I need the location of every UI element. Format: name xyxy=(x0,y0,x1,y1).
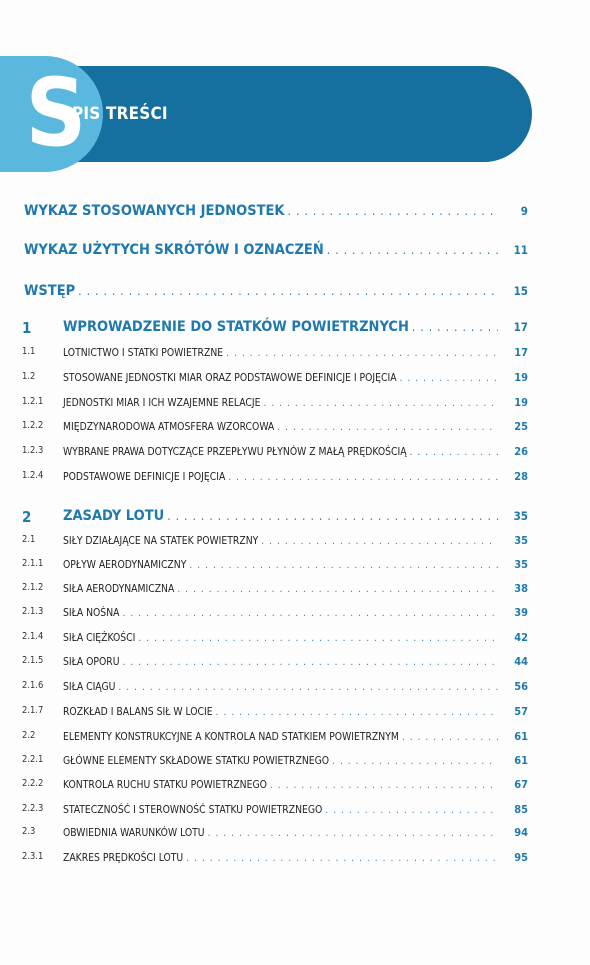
toc-entry-page: 19 xyxy=(514,396,528,409)
toc-entry-page: 11 xyxy=(513,243,528,257)
toc-entry-title: SIŁA CIĄGU xyxy=(63,681,116,693)
toc-entry[interactable] xyxy=(0,242,590,258)
toc-leader-dots xyxy=(226,348,498,359)
toc-entry[interactable] xyxy=(0,730,590,743)
toc-entry[interactable] xyxy=(0,420,590,433)
toc-entry-number: 2.2.2 xyxy=(22,778,44,789)
toc-entry-title: KONTROLA RUCHU STATKU POWIETRZNEGO xyxy=(63,779,267,791)
toc-entry-page: 94 xyxy=(514,826,528,839)
toc-entry[interactable] xyxy=(0,283,590,299)
toc-entry-title: SIŁA CIĘŻKOŚCI xyxy=(63,632,136,644)
toc-entry-number: 2.3 xyxy=(22,826,36,837)
toc-entry[interactable] xyxy=(0,470,590,483)
toc-entry[interactable] xyxy=(0,655,590,668)
toc-entry-page: 85 xyxy=(514,803,528,816)
toc-entry-number: 2.1 xyxy=(22,534,36,545)
toc-entry-page: 44 xyxy=(514,655,528,668)
toc-entry-page: 35 xyxy=(514,558,528,571)
toc-leader-dots xyxy=(189,560,498,571)
toc-leader-dots xyxy=(167,509,498,523)
toc-leader-dots xyxy=(325,805,498,816)
toc-entry-page: 42 xyxy=(514,631,528,644)
toc-leader-dots xyxy=(78,284,498,298)
toc-entry-number: 2.2 xyxy=(22,730,36,741)
toc-leader-dots xyxy=(288,204,498,218)
toc-entry-title: WPROWADZENIE DO STATKÓW POWIETRZNYCH xyxy=(63,319,409,335)
toc-leader-dots xyxy=(277,422,498,433)
toc-entry-title: LOTNICTWO I STATKI POWIETRZNE xyxy=(63,347,224,359)
page-title: PIS TREŚCI xyxy=(72,104,168,124)
toc-entry-number: 1.2.2 xyxy=(22,420,44,431)
toc-entry-title: WYBRANE PRAWA DOTYCZĄCE PRZEPŁYWU PŁYNÓW Z MAŁĄ PRĘDKOŚCIĄ xyxy=(63,446,407,458)
toc-entry-page: 19 xyxy=(514,371,528,384)
toc-leader-dots xyxy=(327,243,498,257)
toc-leader-dots xyxy=(122,657,498,668)
toc-entry-page: 35 xyxy=(514,534,528,547)
toc-leader-dots xyxy=(270,780,498,791)
toc-entry-page: 38 xyxy=(514,582,528,595)
toc-entry-title: SIŁA AERODYNAMICZNA xyxy=(63,583,175,595)
toc-leader-dots xyxy=(332,756,498,767)
toc-entry-title: ZAKRES PRĘDKOŚCI LOTU xyxy=(63,852,184,864)
toc-entry-page: 57 xyxy=(514,705,528,718)
toc-entry-page: 61 xyxy=(514,730,528,743)
toc-entry[interactable] xyxy=(0,582,590,595)
toc-leader-dots xyxy=(122,608,498,619)
toc-leader-dots xyxy=(410,447,498,458)
toc-leader-dots xyxy=(263,398,498,409)
header-big-letter: S xyxy=(25,59,87,168)
toc-entry-title: WYKAZ STOSOWANYCH JEDNOSTEK xyxy=(24,203,285,219)
toc-leader-dots xyxy=(138,633,498,644)
toc-entry-number: 2.2.1 xyxy=(22,754,44,765)
toc-leader-dots xyxy=(228,472,498,483)
toc-entry-number: 1.2.3 xyxy=(22,445,44,456)
toc-entry-title: STATECZNOŚĆ I STEROWNOŚĆ STATKU POWIETRZNEGO xyxy=(63,804,323,816)
toc-entry-page: 17 xyxy=(513,320,528,334)
toc-entry[interactable] xyxy=(0,534,590,547)
toc-entry-title: OPŁYW AERODYNAMICZNY xyxy=(63,559,187,571)
toc-leader-dots xyxy=(208,828,498,839)
toc-entry[interactable] xyxy=(0,445,590,458)
toc-entry[interactable] xyxy=(0,396,590,409)
toc-entry-page: 26 xyxy=(514,445,528,458)
toc-entry[interactable] xyxy=(0,319,590,335)
toc-entry-page: 15 xyxy=(513,284,528,298)
toc-entry-title: SIŁY DZIAŁAJĄCE NA STATEK POWIETRZNY xyxy=(63,535,259,547)
toc-entry-page: 67 xyxy=(514,778,528,791)
toc-entry-title: SIŁA NOŚNA xyxy=(63,607,120,619)
toc-entry-number: 1.2 xyxy=(22,371,36,382)
toc-entry[interactable] xyxy=(0,631,590,644)
toc-entry-number: 2.1.5 xyxy=(22,655,44,666)
toc-entry[interactable] xyxy=(0,508,590,524)
toc-entry[interactable] xyxy=(0,826,590,839)
toc-leader-dots xyxy=(400,373,498,384)
toc-entry[interactable] xyxy=(0,754,590,767)
toc-leader-dots xyxy=(186,853,498,864)
toc-entry-title: WYKAZ UŻYTYCH SKRÓTÓW I OZNACZEŃ xyxy=(24,242,324,258)
toc-leader-dots xyxy=(118,682,498,693)
toc-entry-title: STOSOWANE JEDNOSTKI MIAR ORAZ PODSTAWOWE DEFINICJE I POJĘCIA xyxy=(63,372,397,384)
toc-entry[interactable] xyxy=(0,705,590,718)
toc-entry[interactable] xyxy=(0,803,590,816)
toc-entry-page: 56 xyxy=(514,680,528,693)
toc-entry-page: 17 xyxy=(514,346,528,359)
toc-entry-page: 39 xyxy=(514,606,528,619)
toc-entry[interactable] xyxy=(0,558,590,571)
toc-entry-number: 1.2.4 xyxy=(22,470,44,481)
toc-entry-page: 25 xyxy=(514,420,528,433)
toc-entry-number: 2.1.4 xyxy=(22,631,44,642)
toc-entry-title: WSTĘP xyxy=(24,283,76,299)
toc-entry[interactable] xyxy=(0,371,590,384)
toc-entry-number: 2.1.1 xyxy=(22,558,44,569)
toc-entry-title: GŁÓWNE ELEMENTY SKŁADOWE STATKU POWIETRZNEGO xyxy=(63,755,330,767)
toc-entry[interactable] xyxy=(0,680,590,693)
toc-entry-number: 2.1.3 xyxy=(22,606,44,617)
toc-entry[interactable] xyxy=(0,851,590,864)
toc-entry-number: 1 xyxy=(22,319,32,337)
toc-entry-number: 2 xyxy=(22,508,32,526)
toc-entry[interactable] xyxy=(0,203,590,219)
toc-entry-page: 35 xyxy=(513,509,528,523)
toc-entry-title: JEDNOSTKI MIAR I ICH WZAJEMNE RELACJE xyxy=(63,397,261,409)
toc-leader-dots xyxy=(412,320,498,334)
toc-leader-dots xyxy=(177,584,498,595)
toc-entry-number: 1.2.1 xyxy=(22,396,44,407)
toc-entry-title: ROZKŁAD I BALANS SIŁ W LOCIE xyxy=(63,706,213,718)
toc-leader-dots xyxy=(402,732,498,743)
toc-entry[interactable] xyxy=(0,778,590,791)
toc-entry-page: 61 xyxy=(514,754,528,767)
toc-entry-number: 2.2.3 xyxy=(22,803,44,814)
toc-entry[interactable] xyxy=(0,606,590,619)
toc-entry-page: 28 xyxy=(514,470,528,483)
toc-entry-title: OBWIEDNIA WARUNKÓW LOTU xyxy=(63,827,205,839)
toc-entry[interactable] xyxy=(0,346,590,359)
toc-leader-dots xyxy=(261,536,498,547)
toc-entry-title: PODSTAWOWE DEFINICJE I POJĘCIA xyxy=(63,471,226,483)
toc-entry-title: SIŁA OPORU xyxy=(63,656,120,668)
toc-entry-number: 2.1.2 xyxy=(22,582,44,593)
toc-entry-title: ZASADY LOTU xyxy=(63,508,165,524)
toc-entry-page: 9 xyxy=(520,204,528,218)
toc-leader-dots xyxy=(216,707,498,718)
toc-entry-title: MIĘDZYNARODOWA ATMOSFERA WZORCOWA xyxy=(63,421,275,433)
toc-entry-page: 95 xyxy=(514,851,528,864)
toc-entry-number: 1.1 xyxy=(22,346,36,357)
toc-entry-number: 2.1.6 xyxy=(22,680,44,691)
toc-entry-number: 2.1.7 xyxy=(22,705,44,716)
toc-entry-number: 2.3.1 xyxy=(22,851,44,862)
toc-entry-title: ELEMENTY KONSTRUKCYJNE A KONTROLA NAD STATKIEM POWIETRZNYM xyxy=(63,731,399,743)
